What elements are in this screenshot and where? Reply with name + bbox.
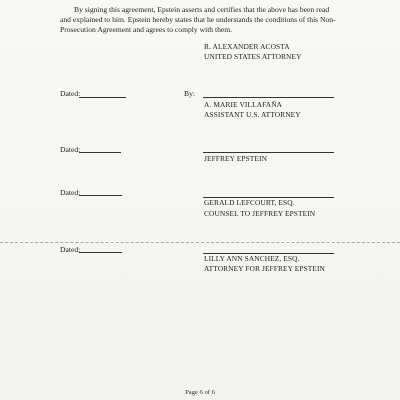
date-line <box>79 195 122 196</box>
signer-title: ASSISTANT U.S. ATTORNEY <box>204 110 301 119</box>
page-footer <box>0 389 400 396</box>
signature-line <box>203 152 334 153</box>
us-attorney-name: R. ALEXANDER ACOSTA <box>204 42 290 51</box>
signature-line <box>203 97 334 98</box>
paragraph-line: and explained to him. Epstein hereby states that he understands the conditions of this Non- <box>60 15 336 24</box>
paragraph-line: Prosecution Agreement and agrees to comply with them. <box>60 25 233 34</box>
date-line <box>79 152 121 153</box>
certification-paragraph <box>60 5 360 35</box>
scan-artifact-line <box>0 242 400 243</box>
date-line <box>79 252 122 253</box>
dated-label: Dated: <box>60 145 81 154</box>
dated-label: Dated: <box>60 188 81 197</box>
date-line <box>79 97 126 98</box>
signer-name: A. MARIE VILLAFAÑA <box>204 100 283 109</box>
signer-title: ATTORNEY FOR JEFFREY EPSTEIN <box>204 264 325 273</box>
us-attorney-title: UNITED STATES ATTORNEY <box>204 52 302 61</box>
signer-name: LILLY ANN SANCHEZ, ESQ. <box>204 254 300 263</box>
dated-label: Dated: <box>60 245 81 254</box>
signer-name: GERALD LEFCOURT, ESQ. <box>204 198 295 207</box>
page-number: Page 6 of 6 <box>185 389 215 396</box>
by-label: By: <box>184 89 195 98</box>
dated-label: Dated: <box>60 89 81 98</box>
signer-name: JEFFREY EPSTEIN <box>204 154 268 163</box>
signer-title: COUNSEL TO JEFFREY EPSTEIN <box>204 209 316 218</box>
paragraph-line: By signing this agreement, Epstein asserts and certifies that the above has been read <box>74 5 330 14</box>
